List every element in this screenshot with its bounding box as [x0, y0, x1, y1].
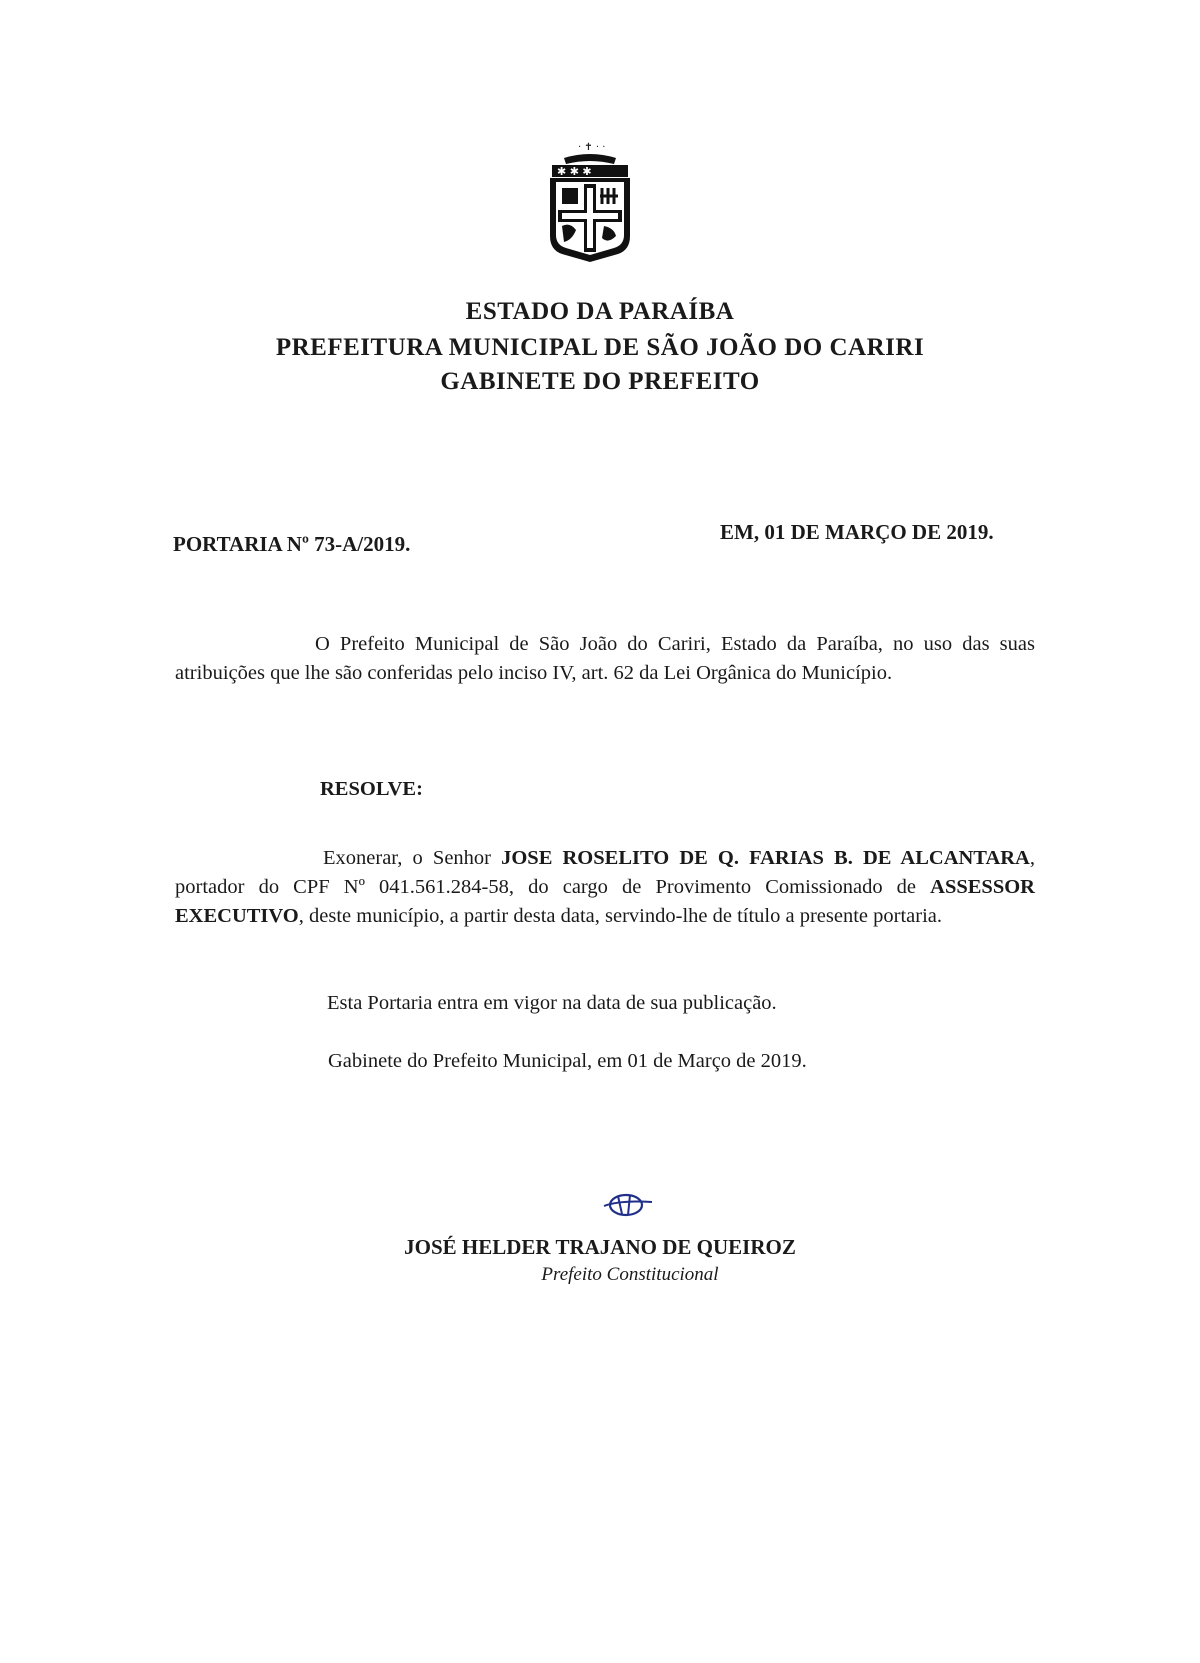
ordinance-date: EM, 01 DE MARÇO DE 2019. [720, 520, 994, 544]
signature-icon [600, 1190, 656, 1220]
signer-title: Prefeito Constitucional [541, 1264, 719, 1285]
resolve-heading: RESOLVE: [320, 778, 423, 800]
coat-of-arms-icon [542, 138, 638, 262]
effective-clause: Esta Portaria entra em vigor na data de sua publicação. [327, 992, 777, 1014]
prefecture-heading: PREFEITURA MUNICIPAL DE SÃO JOÃO DO CARIRI [275, 334, 925, 361]
closing-line: Gabinete do Prefeito Municipal, em 01 de Março de 2019. [328, 1050, 807, 1072]
ordinance-number: PORTARIA Nº 73-A/2019. [173, 532, 411, 556]
exoneration-text-middle: , portador do CPF Nº 041.561.284-58, do cargo de Provimento Comissionado de [175, 847, 1035, 898]
office-heading: GABINETE DO PREFEITO [440, 368, 760, 395]
exoneration-text-end: , deste município, a partir desta data, servindo-lhe de título a presente portaria. [298, 905, 943, 927]
exoneration-paragraph [175, 844, 1035, 931]
exoneration-text-start: Exonerar, o Senhor [323, 847, 502, 869]
intro-paragraph: O Prefeito Municipal de São João do Cariri, Estado da Paraíba, no uso das suas atribuições que lhe são conferidas pelo inciso IV, art. 62 da Lei Orgânica do Município. [175, 633, 1035, 684]
svg-text:✱ ✱ ✱: ✱ ✱ ✱ [557, 165, 592, 178]
position-title: ASSESSOR EXECUTIVO [175, 876, 1035, 927]
signer-name: JOSÉ HELDER TRAJANO DE QUEIROZ [404, 1235, 796, 1259]
exonerated-person-name: JOSE ROSELITO DE Q. FARIAS B. DE ALCANTARA [501, 847, 1030, 869]
svg-text:· ✝ · ·: · ✝ · · [578, 142, 606, 153]
state-heading: ESTADO DA PARAÍBA [465, 298, 735, 325]
